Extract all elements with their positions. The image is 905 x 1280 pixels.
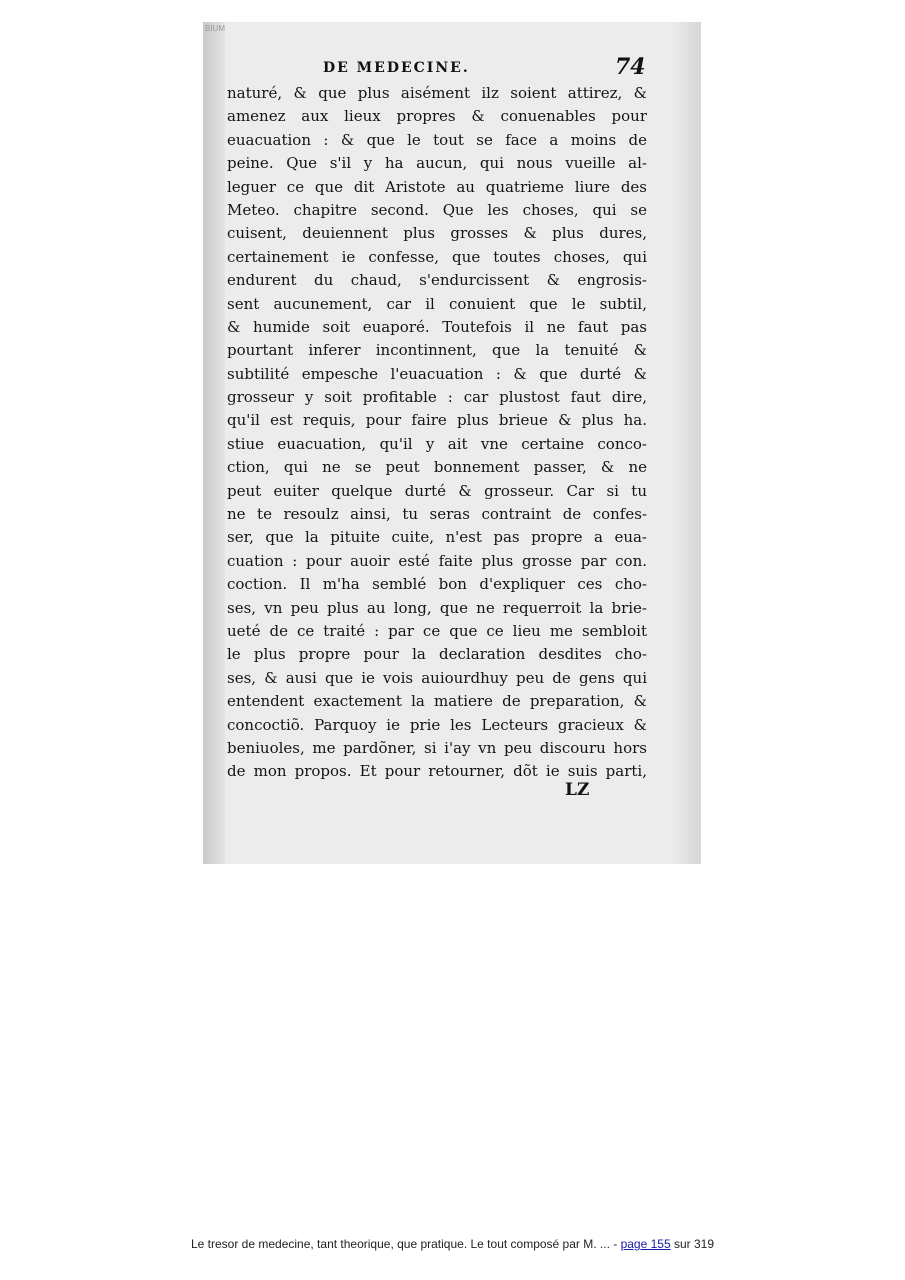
text-line: peut euiter quelque durté & grosseur. Car si tu: [227, 481, 647, 500]
text-line: concoctiõ. Parquoy ie prie les Lecteurs gracieux &: [227, 715, 647, 734]
page-link[interactable]: page 155: [620, 1237, 671, 1251]
text-line: subtilité empesche l'euacuation : & que durté &: [227, 364, 647, 383]
text-line: beniuoles, me pardõner, si i'ay vn peu discouru hors: [227, 738, 647, 757]
text-line: ne te resoulz ainsi, tu seras contraint de confes-: [227, 505, 647, 524]
text-line: Meteo. chapitre second. Que les choses, qui se: [227, 200, 647, 219]
scan-gutter-left: [203, 22, 225, 864]
running-head: DE MEDECINE.: [323, 60, 470, 76]
text-line: entendent exactement la matiere de preparation, &: [227, 692, 647, 711]
text-line: & humide soit euaporé. Toutefois il ne faut pas: [227, 317, 647, 336]
page-scan: [203, 22, 701, 864]
footer-page-total: sur 319: [670, 1237, 714, 1251]
signature-mark: LZ: [565, 780, 590, 800]
text-line: peine. Que s'il y ha aucun, qui nous vueille al-: [227, 154, 647, 173]
folio-number: 74: [615, 54, 646, 80]
text-line: ses, & ausi que ie vois auiourdhuy peu de gens qui: [227, 668, 647, 687]
scan-gutter-right: [671, 22, 701, 864]
text-line: amenez aux lieux propres & conuenables pour: [227, 107, 647, 126]
text-line: ueté de ce traité : par ce que ce lieu me sembloit: [227, 621, 647, 640]
text-line: naturé, & que plus aisément ilz soient attirez, &: [227, 84, 647, 102]
text-line: sent aucunement, car il conuient que le subtil,: [227, 294, 647, 313]
text-line: euacuation : & que le tout se face a moins de: [227, 130, 647, 149]
text-line: stiue euacuation, qu'il y ait vne certaine conco-: [227, 434, 647, 453]
text-line: pourtant inferer incontinnent, que la tenuité &: [227, 341, 647, 360]
text-line: endurent du chaud, s'endurcissent & engrosis-: [227, 271, 647, 290]
text-line: cuisent, deuiennent plus grosses & plus dures,: [227, 224, 647, 243]
text-line: qu'il est requis, pour faire plus brieue & plus ha.: [227, 411, 647, 430]
text-line: le plus propre pour la declaration desdites cho-: [227, 645, 647, 664]
text-line: ser, que la pituite cuite, n'est pas propre a eua-: [227, 528, 647, 547]
text-line: certainement ie confesse, que toutes choses, qui: [227, 247, 647, 266]
footer-title: Le tresor de medecine, tant theorique, que pratique. Le tout composé par M. ... -: [190, 1237, 621, 1251]
text-line: coction. Il m'ha semblé bon d'expliquer ces cho-: [227, 575, 647, 594]
body-text: [227, 82, 647, 784]
text-line: leguer ce que dit Aristote au quatrieme liure des: [227, 177, 647, 196]
footer-caption: [0, 1237, 905, 1251]
text-line: de mon propos. Et pour retourner, dõt ie suis parti,: [227, 762, 647, 781]
text-line: ction, qui ne se peut bonnement passer, & ne: [227, 458, 647, 477]
text-line: grosseur y soit profitable : car plustost faut dire,: [227, 388, 647, 407]
text-line: cuation : pour auoir esté faite plus grosse par con.: [227, 551, 647, 570]
library-stamp: BIUM: [205, 24, 225, 33]
text-line: ses, vn peu plus au long, que ne requerroit la brie-: [227, 598, 647, 617]
